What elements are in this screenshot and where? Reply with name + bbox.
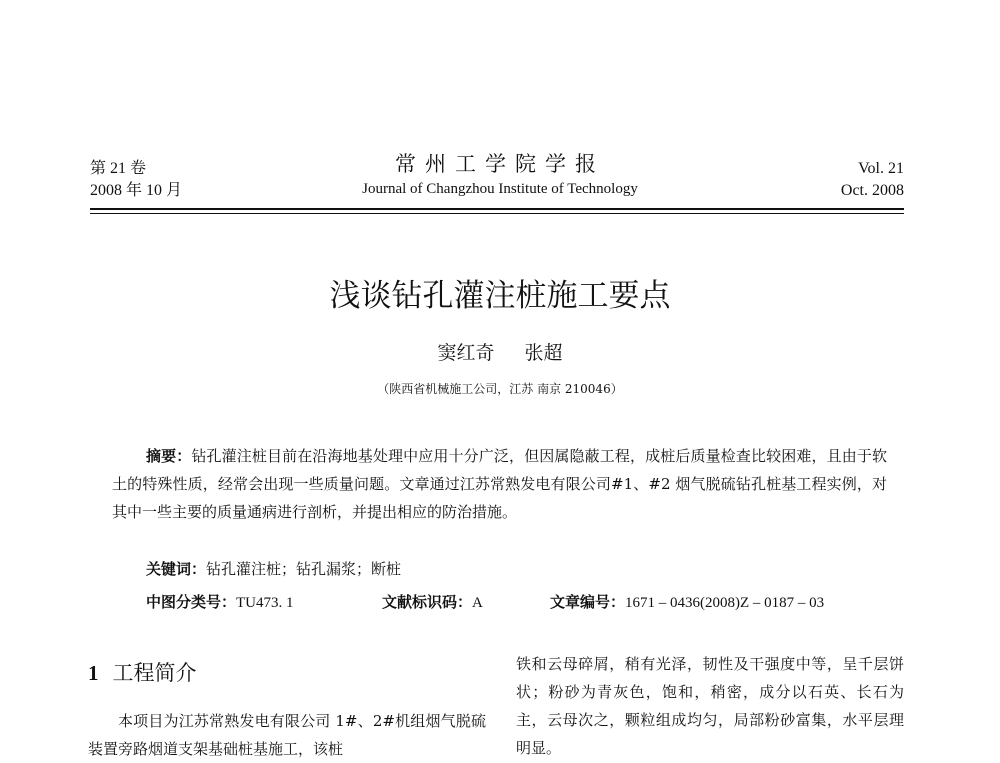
keywords-label: 关键词：	[146, 560, 207, 578]
header-rule-thin	[90, 213, 904, 214]
abstract-text: 钻孔灌注桩目前在沿海地基处理中应用十分广泛，但因属隐蔽工程，成桩后质量检查比较困难，且由于软土的特殊性质，经常会出现一些质量问题。文章通过江苏常熟发电有限公司#1、#2 烟气脱硫钻孔桩基工程实例，对其中一些主要的质量通病进行剖析，并提出相应的防治措施。	[112, 447, 887, 521]
issue-date: 2008 年 10 月	[90, 182, 183, 199]
clc-value: TU473. 1	[236, 595, 294, 611]
author-name: 窦红奇	[437, 342, 495, 364]
section-heading	[88, 658, 197, 688]
journal-name-en: Journal of Changzhou Institute of Technology	[362, 181, 638, 197]
header-rule-thick	[90, 208, 904, 210]
journal-name-cn: 常州工学院学报	[395, 152, 605, 176]
author-affiliation: （陕西省机械施工公司，江苏 南京 210046）	[377, 382, 623, 396]
body-right-column: 铁和云母碎屑，稍有光泽，韧性及干强度中等，呈千层饼状；粉砂为青灰色，饱和，稍密，成分以石英、长石为主，云母次之，颗粒组成均匀，局部粉砂富集，水平层理明显。	[516, 655, 904, 757]
clc-label: 中图分类号：	[146, 595, 237, 611]
issue-date-en: Oct. 2008	[840, 182, 904, 199]
abstract	[112, 442, 887, 526]
abstract-label: 摘要：	[146, 447, 192, 465]
volume-label: 第 21 卷	[90, 160, 147, 177]
author-name: 张超	[524, 342, 563, 364]
article-title: 浅谈钻孔灌注桩施工要点	[329, 278, 671, 314]
journal-volume-en-block	[841, 158, 904, 202]
keywords-text: 钻孔灌注桩；钻孔漏浆；断桩	[206, 560, 402, 578]
author-list	[0, 340, 1000, 366]
doc-code-value: A	[472, 595, 483, 611]
body-left-column: 本项目为江苏常熟发电有限公司 1#、2#机组烟气脱硫装置旁路烟道支架基础桩基施工，该桩	[88, 712, 486, 758]
section-title: 工程简介	[112, 661, 197, 685]
article-id-value: 1671 – 0436(2008)Z – 0187 – 03	[625, 595, 825, 611]
doc-code-label: 文献标识码：	[382, 595, 473, 611]
classification-line	[146, 590, 825, 616]
volume-label-en: Vol. 21	[858, 160, 904, 177]
article-id-label: 文章编号：	[550, 595, 626, 611]
section-number: 1	[88, 661, 99, 685]
keywords	[146, 556, 401, 582]
